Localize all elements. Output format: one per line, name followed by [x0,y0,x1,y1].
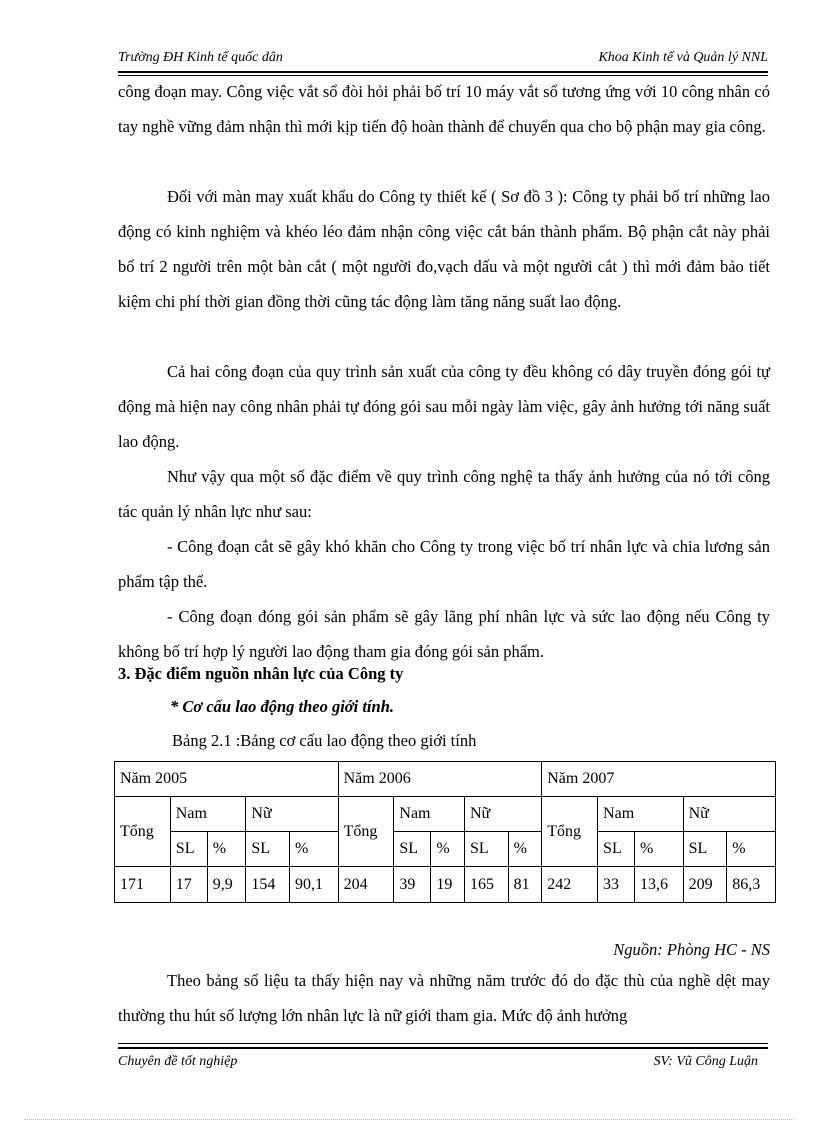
sl-header: SL [394,832,431,867]
table-cell: 17 [170,867,207,903]
table-cell: 9,9 [207,867,246,903]
table-cell: 171 [115,867,171,903]
section-heading: 3. Đặc điểm nguồn nhân lực của Công ty [118,664,404,683]
paragraph-3: Cả hai công đoạn của quy trình sản xuất của công ty đều không có dây truyền đóng gói tự động mà hiện nay công nhân phải tự đóng gói sau mỗi ngày làm việc, gây ảnh hưởng tới năng suất lao động. [118,362,770,451]
pct-header: % [727,832,776,867]
female-header: Nữ [465,797,542,832]
table-caption: Bảng 2.1 :Bảng cơ cấu lao động theo giới tính [172,731,477,750]
male-header: Nam [170,797,246,832]
footer-rule [118,1047,768,1049]
male-header: Nam [394,797,465,832]
footer-rule-thin [118,1043,768,1044]
male-header: Nam [598,797,684,832]
sl-header: SL [246,832,290,867]
total-header: Tổng [542,797,598,867]
footer-author: SV: Vũ Công Luận [653,1054,758,1069]
paragraph-5: - Công đoạn cắt sẽ gây khó khăn cho Công ty trong việc bố trí nhân lực và chia lương sản phẩm tập thể. [118,537,770,591]
total-header: Tổng [338,797,394,867]
table-cell: 19 [431,867,465,903]
total-header: Tổng [115,797,171,867]
closing-paragraph: Theo bảng số liệu ta thấy hiện nay và những năm trước đó do đặc thù của nghề dệt may thường thu hút số lượng lớn nhân lực là nữ giới tham gia. Mức độ ảnh hưởng [118,971,770,1025]
header-faculty: Khoa Kinh tế và Quản lý NNL [598,50,768,65]
table-cell: 86,3 [727,867,776,903]
table-cell: 81 [508,867,542,903]
page-header [118,50,768,72]
table-cell: 204 [338,867,394,903]
sub-heading: * Cơ cấu lao động theo giới tính. [170,697,394,716]
table-cell: 39 [394,867,431,903]
page-break-line [24,1119,794,1120]
table-cell: 154 [246,867,290,903]
footer-title: Chuyên đề tốt nghiệp [118,1054,238,1069]
sl-header: SL [683,832,727,867]
year-cell: Năm 2007 [542,762,776,797]
paragraph-1: công đoạn may. Công việc vắt sổ đòi hỏi phải bố trí 10 máy vắt sổ tương ứng với 10 công nhân có tay nghề vững đảm nhận thì mới kịp tiến độ hoàn thành để chuyển qua cho bộ phận may gia công. [118,82,770,136]
table-cell: 33 [598,867,635,903]
table-unit-row [115,832,776,867]
paragraph-2: Đối với màn may xuất khẩu do Công ty thiết kế ( Sơ đồ 3 ): Công ty phải bố trí những lao động có kinh nghiệm và khéo léo đảm nhận công việc cắt bán thành phẩm. Bộ phận cắt này phải bố trí 2 người trên một bàn cắt ( một người đo,vạch dấu và một người cắt ) thì mới đảm bảo tiết kiệm chi phí thời gian đồng thời cũng tác động làm tăng năng suất lao động. [118,187,770,311]
table-cell: 165 [465,867,509,903]
table-source: Nguồn: Phòng HC - NS [613,940,770,959]
year-cell: Năm 2005 [115,762,339,797]
table-cell: 242 [542,867,598,903]
year-cell: Năm 2006 [338,762,542,797]
pct-header: % [290,832,339,867]
female-header: Nữ [246,797,338,832]
table-group-row [115,797,776,832]
paragraph-6: - Công đoạn đóng gói sản phẩm sẽ gây lãng phí nhân lực và sức lao động nếu Công ty không bố trí hợp lý người lao động tham gia đóng gói sản phẩm. [118,607,770,661]
sl-header: SL [170,832,207,867]
pct-header: % [207,832,246,867]
pct-header: % [508,832,542,867]
table-row [115,867,776,903]
sl-header: SL [465,832,509,867]
pct-header: % [635,832,684,867]
table-cell: 90,1 [290,867,339,903]
table-cell: 13,6 [635,867,684,903]
header-rule [118,71,768,73]
paragraph-4: Như vậy qua một số đặc điểm về quy trình công nghệ ta thấy ảnh hưởng của nó tới công tác quản lý nhân lực như sau: [118,467,770,521]
gender-structure-table [114,761,776,903]
female-header: Nữ [683,797,775,832]
sl-header: SL [598,832,635,867]
table-year-row [115,762,776,797]
header-school: Trường ĐH Kinh tế quốc dân [118,50,283,65]
pct-header: % [431,832,465,867]
table-cell: 209 [683,867,727,903]
